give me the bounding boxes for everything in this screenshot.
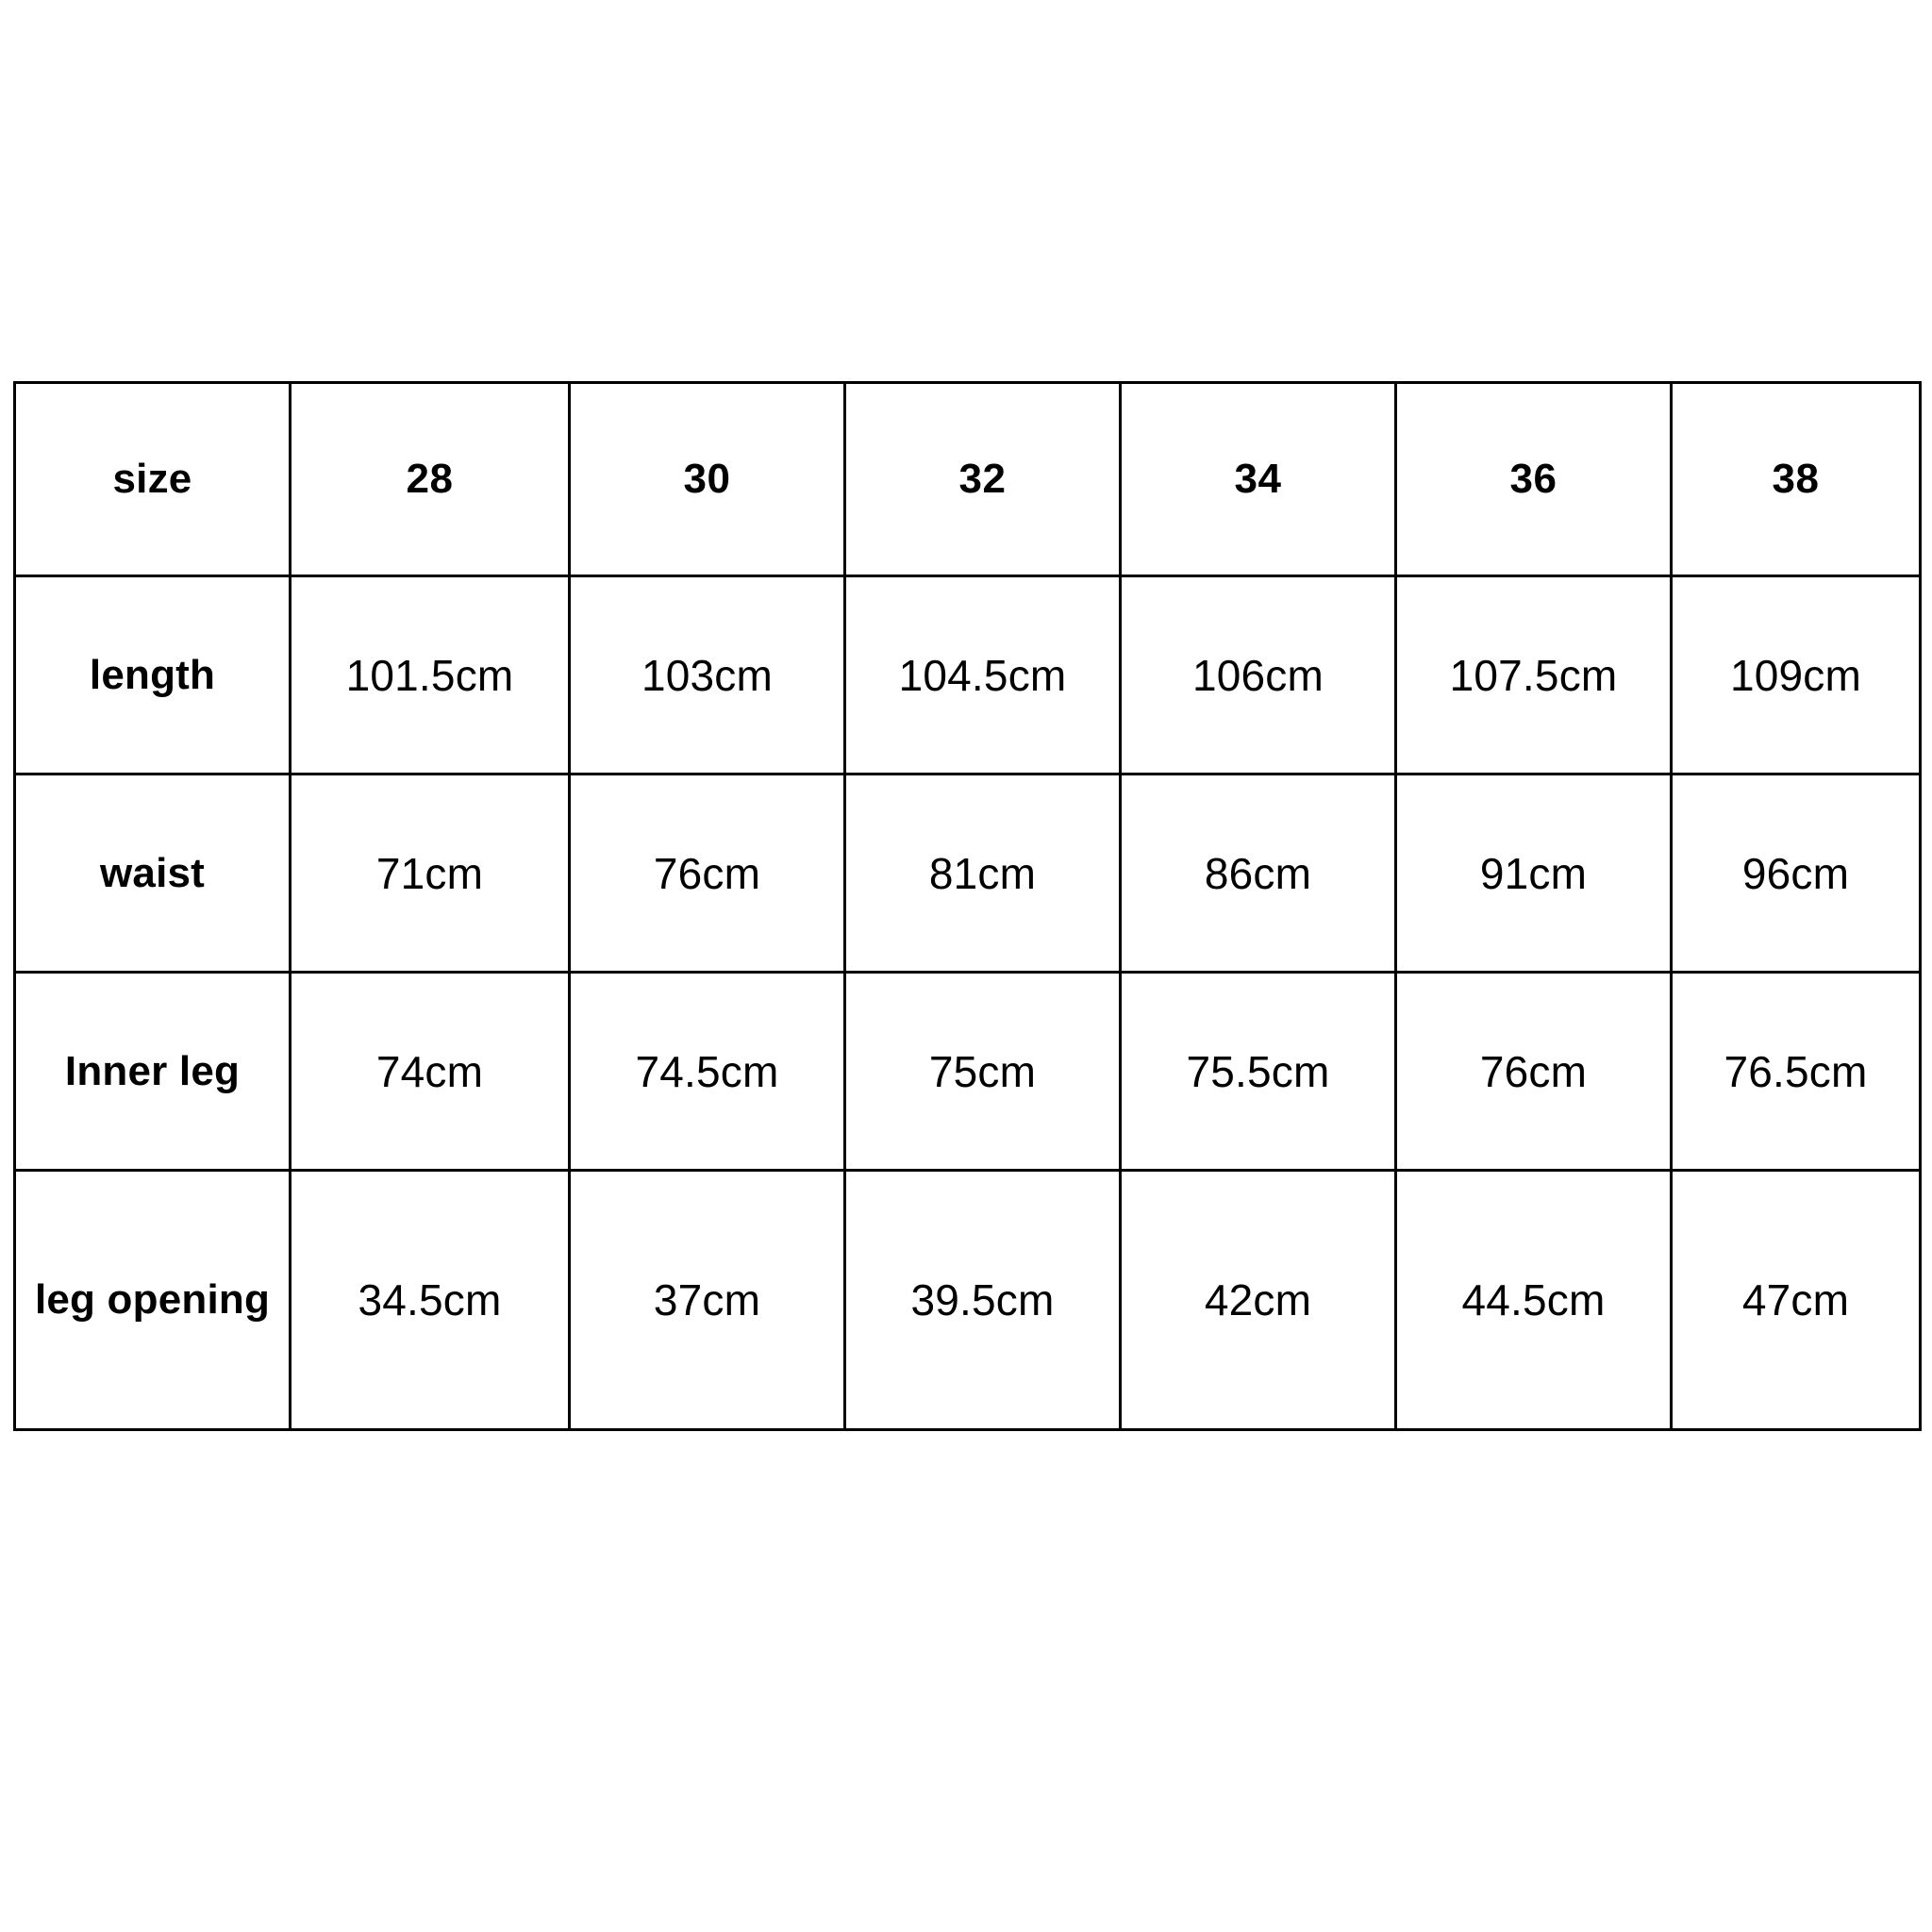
column-header-size-28: 28 xyxy=(291,383,570,576)
row-label-leg-opening: leg opening xyxy=(15,1171,291,1430)
column-header-size-32: 32 xyxy=(845,383,1121,576)
cell-length-28: 101.5cm xyxy=(291,576,570,774)
cell-leg-opening-36: 44.5cm xyxy=(1396,1171,1672,1430)
cell-length-38: 109cm xyxy=(1672,576,1921,774)
table-row xyxy=(15,973,1921,1171)
column-header-size-38: 38 xyxy=(1672,383,1921,576)
cell-inner-leg-36: 76cm xyxy=(1396,973,1672,1171)
cell-length-34: 106cm xyxy=(1121,576,1396,774)
cell-length-32: 104.5cm xyxy=(845,576,1121,774)
row-label-inner-leg: Inner leg xyxy=(15,973,291,1171)
cell-inner-leg-38: 76.5cm xyxy=(1672,973,1921,1171)
table-row xyxy=(15,1171,1921,1430)
cell-length-36: 107.5cm xyxy=(1396,576,1672,774)
table-row xyxy=(15,576,1921,774)
column-header-size-34: 34 xyxy=(1121,383,1396,576)
header-corner-label: size xyxy=(15,383,291,576)
cell-waist-30: 76cm xyxy=(570,774,845,973)
cell-inner-leg-34: 75.5cm xyxy=(1121,973,1396,1171)
cell-waist-32: 81cm xyxy=(845,774,1121,973)
cell-inner-leg-32: 75cm xyxy=(845,973,1121,1171)
cell-leg-opening-38: 47cm xyxy=(1672,1171,1921,1430)
size-chart-table xyxy=(13,381,1922,1431)
cell-leg-opening-28: 34.5cm xyxy=(291,1171,570,1430)
cell-leg-opening-32: 39.5cm xyxy=(845,1171,1121,1430)
cell-leg-opening-30: 37cm xyxy=(570,1171,845,1430)
row-label-length: length xyxy=(15,576,291,774)
table-row xyxy=(15,774,1921,973)
cell-inner-leg-30: 74.5cm xyxy=(570,973,845,1171)
size-chart-table-container xyxy=(13,381,1919,1431)
cell-waist-36: 91cm xyxy=(1396,774,1672,973)
column-header-size-36: 36 xyxy=(1396,383,1672,576)
cell-inner-leg-28: 74cm xyxy=(291,973,570,1171)
cell-waist-34: 86cm xyxy=(1121,774,1396,973)
column-header-size-30: 30 xyxy=(570,383,845,576)
cell-length-30: 103cm xyxy=(570,576,845,774)
table-header-row xyxy=(15,383,1921,576)
row-label-waist: waist xyxy=(15,774,291,973)
cell-leg-opening-34: 42cm xyxy=(1121,1171,1396,1430)
cell-waist-28: 71cm xyxy=(291,774,570,973)
cell-waist-38: 96cm xyxy=(1672,774,1921,973)
